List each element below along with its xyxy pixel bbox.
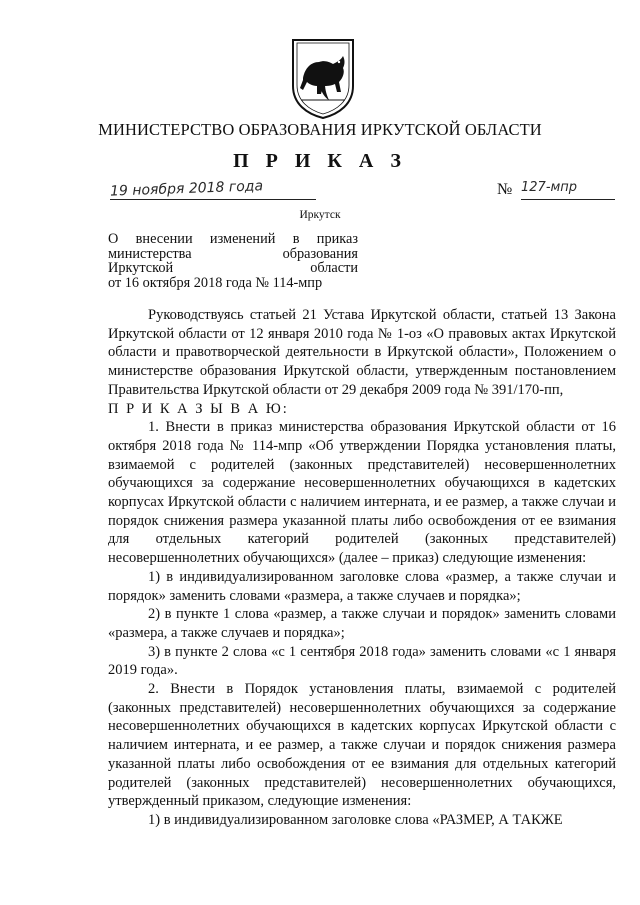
number-sign: № — [497, 181, 513, 198]
subject-line: министерства образования — [108, 245, 358, 262]
subject-line: О внесении изменений в приказ — [108, 231, 358, 247]
city-name: Иркутск — [299, 209, 341, 221]
document-number — [497, 180, 578, 199]
document-type: П Р И К А З — [233, 150, 407, 172]
order-keyword: П Р И К А З Ы В А Ю: — [108, 400, 289, 417]
document-date-handwritten: 19 ноября 2018 года — [109, 178, 264, 200]
document-number-handwritten: 127-мпр — [521, 180, 578, 195]
ministry-name: МИНИСТЕРСТВО ОБРАЗОВАНИЯ ИРКУТСКОЙ ОБЛАСТИ — [98, 120, 542, 139]
body-paragraph: 1) в индивидуализированном заголовке слова «РАЗМЕР, А ТАКЖЕ — [148, 811, 563, 828]
preamble-paragraph: Руководствуясь статьей 21 Устава Иркутской области, статьей 13 Закона Иркутской области от 12 января 2010 года № 1-оз «О правовых актах Иркутской области и правотворческой деятельности в Иркутской области», Положением о министерстве образования Иркутской области, утвержденным постановлением Правительства Иркутской области от 29 декабря 2009 года № 391/170-пп, — [108, 307, 616, 398]
body-paragraph: 3) в пункте 2 слова «с 1 сентября 2018 года» заменить словами «с 1 января 2019 года». — [108, 643, 616, 679]
body-paragraph: 2) в пункте 1 слова «размер, а также случаи и порядок» заменить словами «размера, а также случаев и порядка»; — [108, 606, 616, 641]
date-underline — [110, 199, 316, 200]
body-paragraph: 1. Внести в приказ министерства образования Иркутской области от 16 октября 2018 года № 114-мпр «Об утверждении Порядка установления платы, взимаемой с родителей (законных представителей) несовершеннолетних обучающихся за содержание несовершеннолетних обучающихся в кадетских корпусах Иркутской области с наличием интерната, и ее размер, а также случаи и порядок снижения размера указанной платы либо освобождения от ее взимания для отдельных категорий родителей (законных представителей) несовершеннолетних обучающихся» (далее – приказ) следующие изменения: — [108, 419, 616, 567]
body-paragraph: 2. Внести в Порядок установления платы, взимаемой с родителей (законных представителей) несовершеннолетних обучающихся за содержание несовершеннолетних обучающихся в кадетских корпусах Иркутской области с наличием интерната, и ее размер, а также случаи и порядок снижения размера указанной платы либо освобождения от ее взимания для отдельных категорий родителей (законных представителей) несовершеннолетних обучающихся, утвержденный приказом, следующие изменения: — [108, 681, 616, 810]
subject-line: от 16 октября 2018 года № 114-мпр — [108, 274, 323, 291]
order-subject — [108, 232, 358, 290]
body-paragraph: 1) в индивидуализированном заголовке слова «размер, а также случаи и порядок» заменить словами «размера, а также случаев и порядка»; — [108, 568, 616, 604]
number-underline — [521, 199, 615, 200]
coat-of-arms-emblem — [289, 38, 357, 120]
order-body — [108, 306, 616, 830]
subject-line: Иркутской области — [108, 260, 358, 276]
